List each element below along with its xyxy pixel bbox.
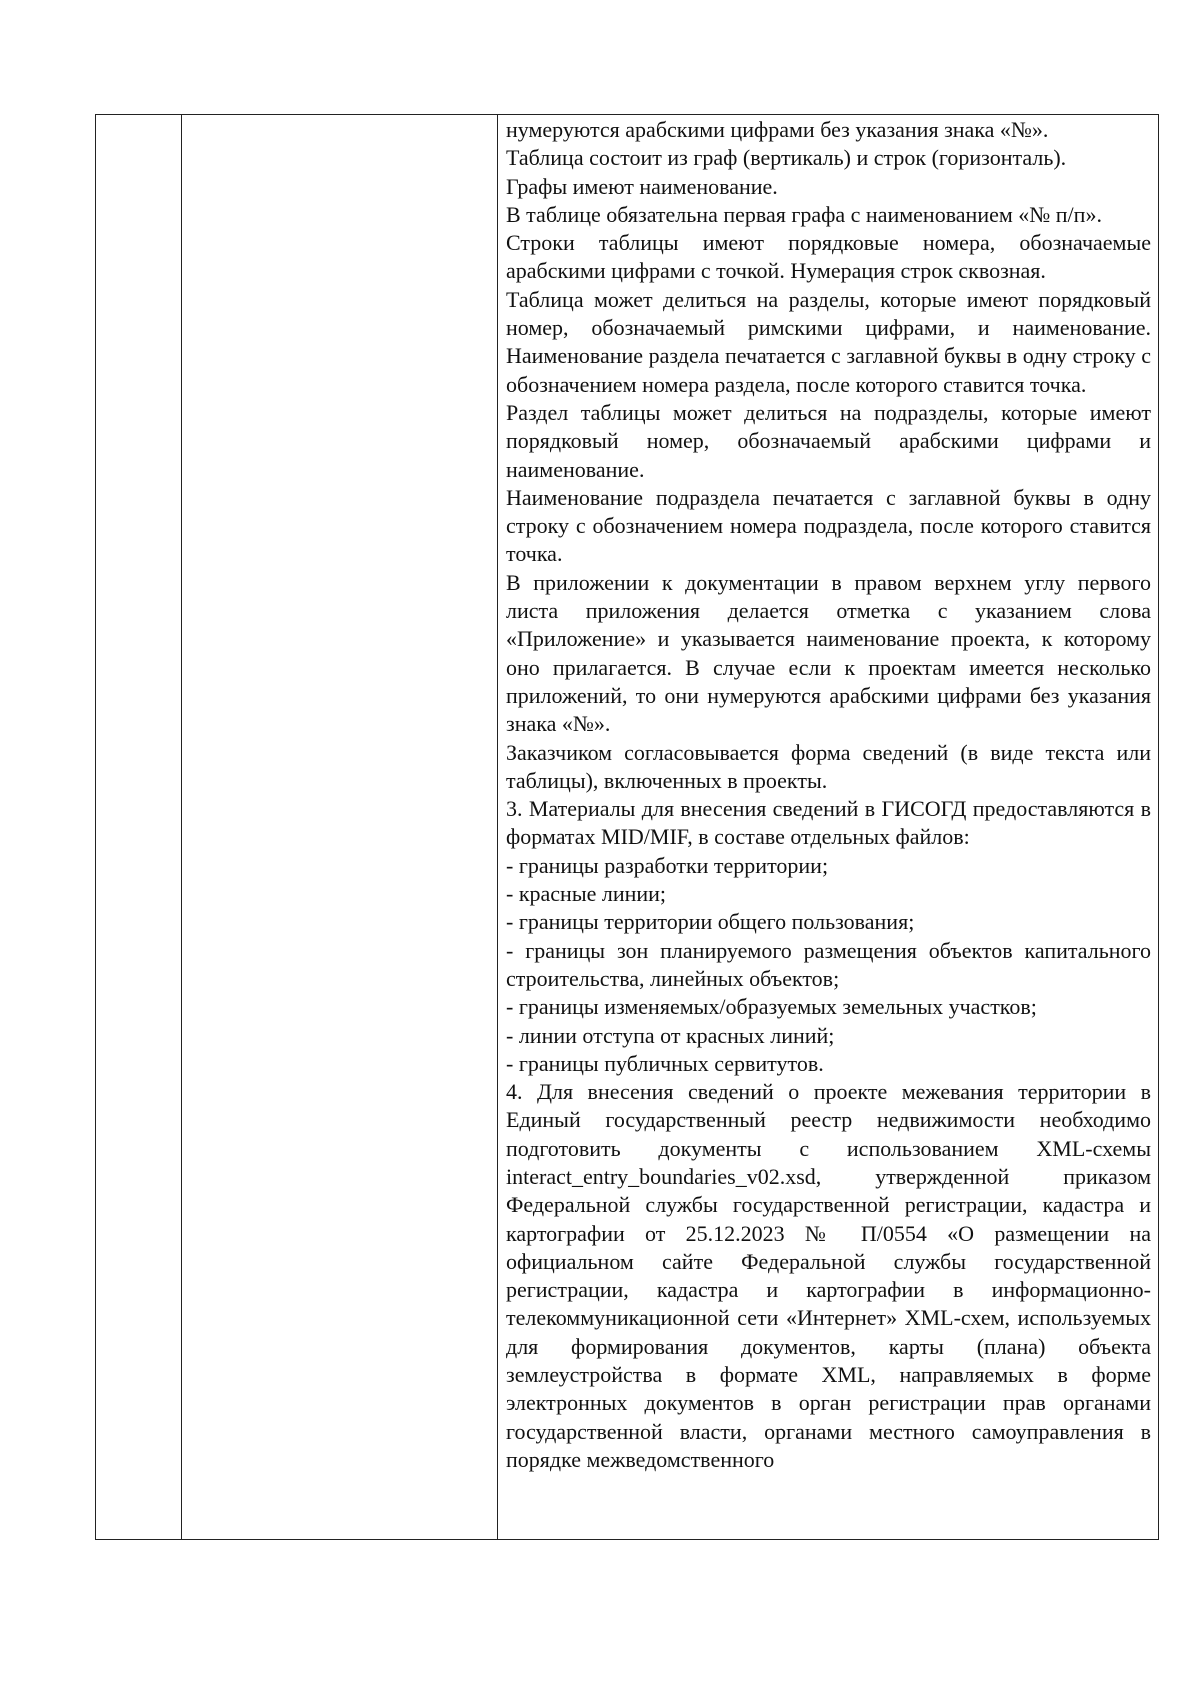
paragraph: 4. Для внесения сведений о проекте межевания территории в Единый государственный реестр недвижимости необходимо подготовить документы с использованием XML-схемы interact_entry_boundaries_v02.xsd, утвержденной приказом Федеральной службы государственной регистрации, кадастра и картографии от 25.12.2023 № П/0554 «О размещении на официальном сайте Федеральной службы государственной регистрации, кадастра и картографии в информационно-телекоммуникационной сети «Интернет» XML-схем, используемых для формирования документов, карты (плана) объекта землеустройства в формате XML, направляемых в форме электронных документов в орган регистрации прав органами государственной власти, органами местного самоуправления в порядке межведомственного [506,1079,1151,1472]
requirements-cell [498,115,1159,1540]
paragraph: В приложении к документации в правом верхнем углу первого листа приложения делается отметка с указанием слова «Приложение» и указывается наименование проекта, к которому оно прилагается. В случае если к проектам имеется несколько приложений, то они нумеруются арабскими цифрами без указания знака «№». [506,569,1151,737]
list-item: - линии отступа от красных линий; [506,1022,835,1048]
list-item: - красные линии; [506,881,667,907]
paragraph: Наименование подраздела печатается с заглавной буквы в одну строку с обозначением номера подраздела, после которого ставится точка. [506,484,1151,567]
list-item: - границы публичных сервитутов. [506,1050,824,1076]
paragraph: 3. Материалы для внесения сведений в ГИСОГД предоставляются в форматах MID/MIF, в составе отдельных файлов: [506,796,1151,850]
paragraph: Таблица состоит из граф (вертикаль) и строк (горизонталь). [506,145,1067,171]
list-item: - границы зон планируемого размещения объектов капитального строительства, линейных объектов; [506,937,1151,991]
paragraph: Заказчиком согласовывается форма сведений (в виде текста или таблицы), включенных в проекты. [506,739,1151,793]
table-row [96,115,1159,1540]
paragraph: Раздел таблицы может делиться на подразделы, которые имеют порядковый номер, обозначаемый арабскими цифрами и наименование. [506,399,1151,482]
requirements-table [95,114,1159,1540]
paragraph: нумеруются арабскими цифрами без указания знака «№». [506,117,1049,142]
paragraph: Строки таблицы имеют порядковые номера, обозначаемые арабскими цифрами с точкой. Нумерация строк сквозная. [506,230,1151,284]
row-name-cell [182,115,498,1540]
list-item: - границы территории общего пользования; [506,909,915,935]
row-number-cell [96,115,182,1540]
list-item: - границы разработки территории; [506,852,829,878]
paragraph: Графы имеют наименование. [506,173,778,199]
paragraph: Таблица может делиться на разделы, которые имеют порядковый номер, обозначаемый римскими цифрами, и наименование. Наименование раздела печатается с заглавной буквы в одну строку с обозначением номера раздела, после которого ставится точка. [506,286,1151,397]
paragraph: В таблице обязательна первая графа с наименованием «№ п/п». [506,201,1102,227]
list-item: - границы изменяемых/образуемых земельных участков; [506,994,1037,1020]
